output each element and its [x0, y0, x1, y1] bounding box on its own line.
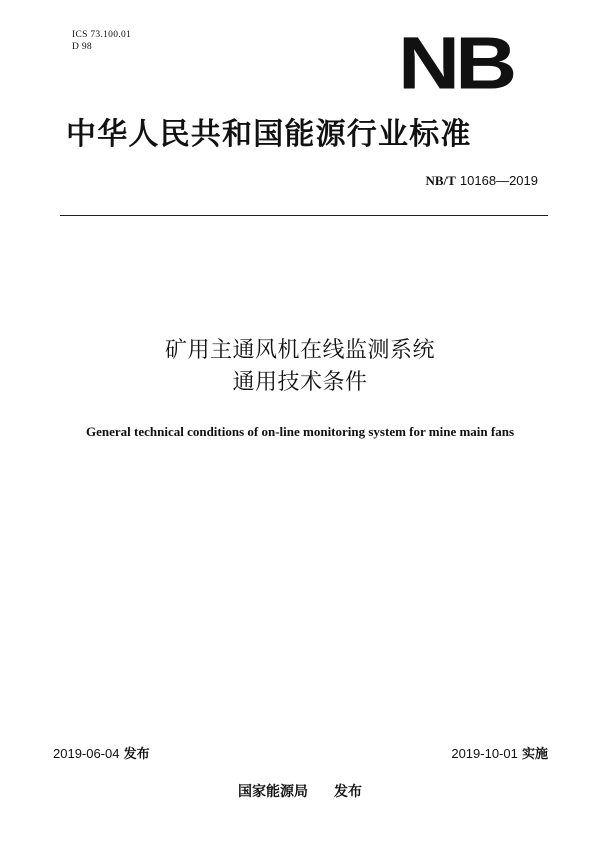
document-title-cn-line1: 矿用主通风机在线监测系统	[164, 338, 435, 363]
nb-logo: NB	[398, 22, 513, 105]
standard-number-prefix: NB/T	[425, 173, 456, 188]
ccs-code: D 98	[72, 42, 92, 52]
publish-date: 2019-06-04	[53, 746, 120, 761]
implement-date: 2019-10-01	[451, 746, 518, 761]
document-title-en: General technical conditions of on-line monitoring system for mine main fans	[85, 424, 515, 439]
publish-date-line	[53, 746, 150, 763]
issuer-label: 发布	[334, 784, 362, 800]
ics-code: ICS 73.100.01	[72, 30, 132, 40]
standard-number-value: 10168—2019	[459, 173, 538, 188]
document-title-cn-line2: 通用技术条件	[232, 370, 368, 395]
implement-date-line	[451, 746, 548, 763]
standard-number	[425, 173, 538, 190]
standard-category-title: 中华人民共和国能源行业标准	[66, 117, 472, 152]
implement-label: 实施	[521, 747, 548, 762]
classification-codes	[72, 29, 131, 53]
publish-label: 发布	[123, 747, 150, 762]
issuer-name: 国家能源局	[238, 784, 308, 800]
header-divider	[60, 215, 548, 216]
issuer-line	[0, 783, 600, 801]
